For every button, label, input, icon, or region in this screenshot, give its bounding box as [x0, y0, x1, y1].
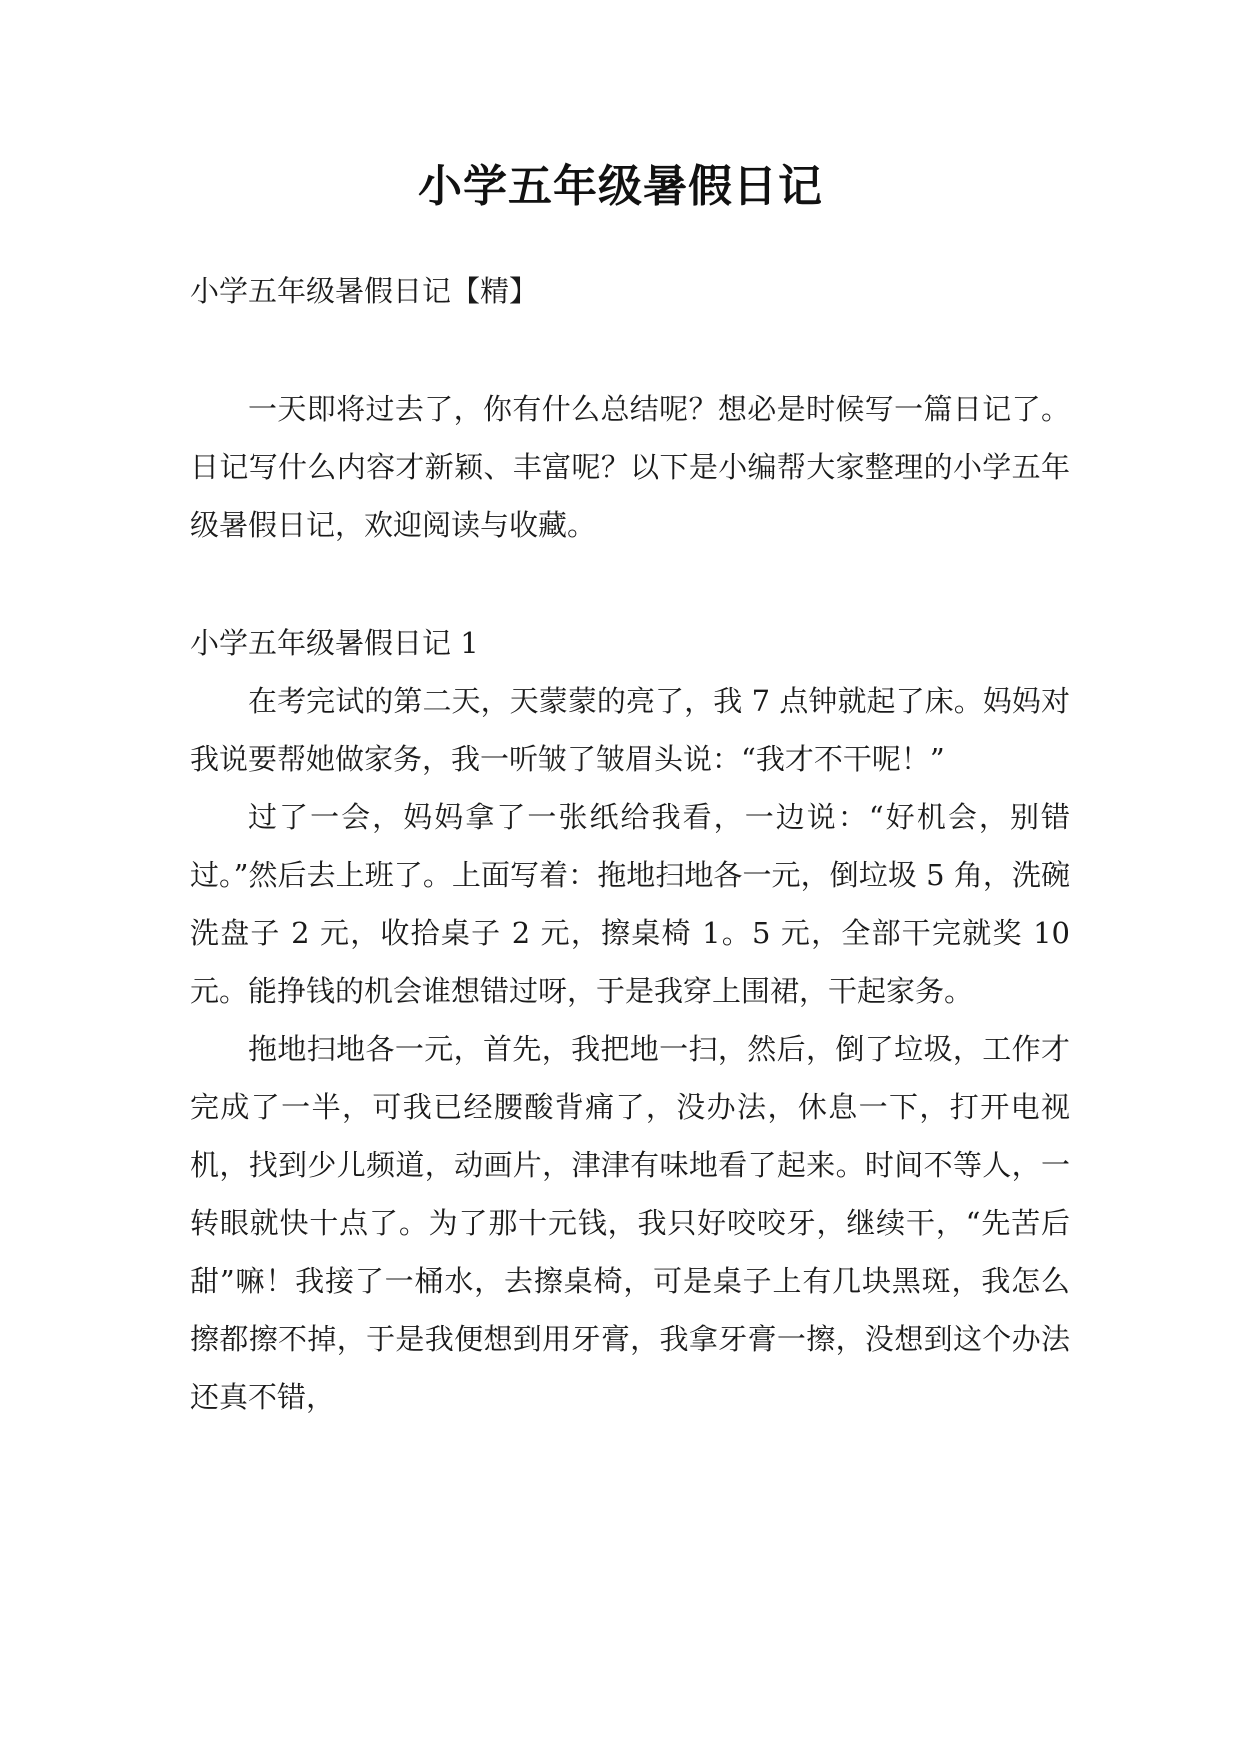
- body-paragraph: 过了一会，妈妈拿了一张纸给我看，一边说：“好机会，别错过。”然后去上班了。上面写着：拖地扫地各一元，倒垃圾 5 角，洗碗洗盘子 2 元，收拾桌子 2 元，擦桌椅 1。5 元，全部干完就奖 10 元。能挣钱的机会谁想错过呀，于是我穿上围裙，干起家务。: [190, 800, 1070, 1008]
- intro-paragraph: 一天即将过去了，你有什么总结呢？想必是时候写一篇日记了。日记写什么内容才新颖、丰富呢？以下是小编帮大家整理的小学五年级暑假日记，欢迎阅读与收藏。: [190, 392, 1070, 542]
- document-title: 小学五年级暑假日记: [418, 161, 823, 212]
- section-heading: 小学五年级暑假日记 1: [190, 626, 479, 660]
- document-body: [190, 262, 1070, 1426]
- body-paragraph: 在考完试的第二天，天蒙蒙的亮了，我 7 点钟就起了床。妈妈对我说要帮她做家务，我一听皱了皱眉头说：“我才不干呢！”: [190, 684, 1070, 776]
- document-subtitle: 小学五年级暑假日记【精】: [190, 274, 539, 308]
- body-paragraph: 拖地扫地各一元，首先，我把地一扫，然后，倒了垃圾，工作才完成了一半，可我已经腰酸背痛了，没办法，休息一下，打开电视机，找到少儿频道，动画片，津津有味地看了起来。时间不等人，一转眼就快十点了。为了那十元钱，我只好咬咬牙，继续干，“先苦后甜”嘛！我接了一桶水，去擦桌椅，可是桌子上有几块黑斑，我怎么擦都擦不掉，于是我便想到用牙膏，我拿牙膏一擦，没想到这个办法还真不错，: [190, 1032, 1070, 1414]
